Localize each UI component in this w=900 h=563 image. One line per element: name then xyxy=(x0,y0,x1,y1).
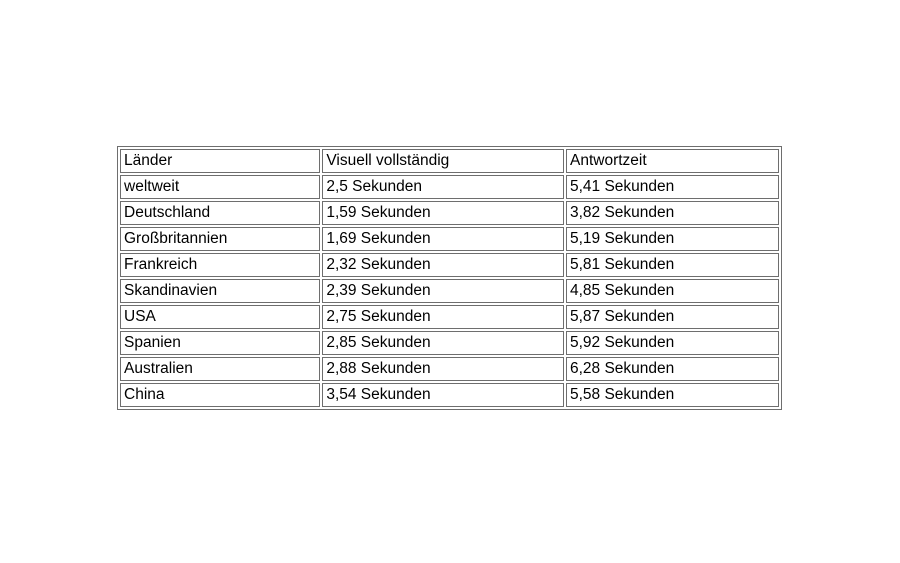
table-row xyxy=(120,383,779,407)
country-cell: Frankreich xyxy=(120,253,320,277)
visually-complete-cell: 2,75 Sekunden xyxy=(322,305,564,329)
response-time-cell: 5,58 Sekunden xyxy=(566,383,779,407)
response-time-cell: 3,82 Sekunden xyxy=(566,201,779,225)
table-row xyxy=(120,253,779,277)
response-time-cell: 5,92 Sekunden xyxy=(566,331,779,355)
table-row xyxy=(120,201,779,225)
country-cell: Australien xyxy=(120,357,320,381)
country-cell: China xyxy=(120,383,320,407)
country-cell: USA xyxy=(120,305,320,329)
load-time-table xyxy=(117,146,782,410)
visually-complete-cell: 2,5 Sekunden xyxy=(322,175,564,199)
table-row xyxy=(120,227,779,251)
country-cell: Deutschland xyxy=(120,201,320,225)
visually-complete-cell: 2,88 Sekunden xyxy=(322,357,564,381)
response-time-cell: 6,28 Sekunden xyxy=(566,357,779,381)
visually-complete-cell: 2,85 Sekunden xyxy=(322,331,564,355)
table-row xyxy=(120,175,779,199)
country-cell: Skandinavien xyxy=(120,279,320,303)
visually-complete-cell: 2,39 Sekunden xyxy=(322,279,564,303)
visually-complete-cell: 2,32 Sekunden xyxy=(322,253,564,277)
table-row xyxy=(120,305,779,329)
table-row xyxy=(120,279,779,303)
visually-complete-cell: 1,69 Sekunden xyxy=(322,227,564,251)
visually-complete-cell: 1,59 Sekunden xyxy=(322,201,564,225)
response-time-cell: 5,19 Sekunden xyxy=(566,227,779,251)
country-cell: Großbritannien xyxy=(120,227,320,251)
response-time-cell: 5,87 Sekunden xyxy=(566,305,779,329)
header-response-time: Antwortzeit xyxy=(566,149,779,173)
response-time-cell: 5,81 Sekunden xyxy=(566,253,779,277)
country-cell: weltweit xyxy=(120,175,320,199)
table-row xyxy=(120,357,779,381)
table-header-row xyxy=(120,149,779,173)
country-cell: Spanien xyxy=(120,331,320,355)
header-countries: Länder xyxy=(120,149,320,173)
table-row xyxy=(120,331,779,355)
response-time-cell: 4,85 Sekunden xyxy=(566,279,779,303)
header-visually-complete: Visuell vollständig xyxy=(322,149,564,173)
response-time-cell: 5,41 Sekunden xyxy=(566,175,779,199)
visually-complete-cell: 3,54 Sekunden xyxy=(322,383,564,407)
